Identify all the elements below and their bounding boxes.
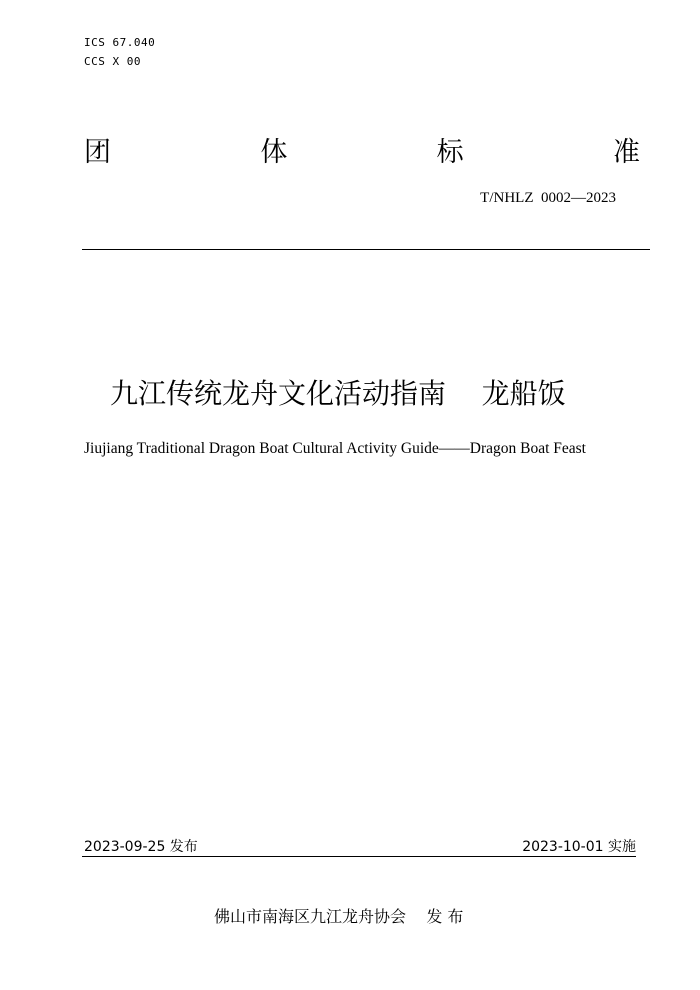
ccs-code: CCS X 00 — [84, 55, 141, 68]
header-divider — [82, 249, 650, 250]
footer-divider — [82, 856, 636, 857]
document-title-cn: 九江传统龙舟文化活动指南 龙船饭 — [110, 377, 566, 410]
publish-date: 2023-09-25 发布 — [84, 839, 198, 855]
title-char-1: 团 — [84, 137, 111, 168]
title-char-3: 标 — [436, 137, 464, 168]
title-char-4: 准 — [612, 137, 640, 168]
ics-code: ICS 67.040 — [84, 36, 156, 49]
document-type-title — [84, 136, 640, 170]
date-row — [84, 838, 636, 856]
standard-number: T/NHLZ 0002—2023 — [480, 190, 616, 206]
effective-date: 2023-10-01 实施 — [522, 839, 636, 855]
publisher: 佛山市南海区九江龙舟协会 发 布 — [214, 907, 464, 926]
title-char-2: 体 — [260, 137, 288, 168]
document-title-en: Jiujiang Traditional Dragon Boat Cultural Activity Guide——Dragon Boat Feast — [84, 440, 586, 457]
